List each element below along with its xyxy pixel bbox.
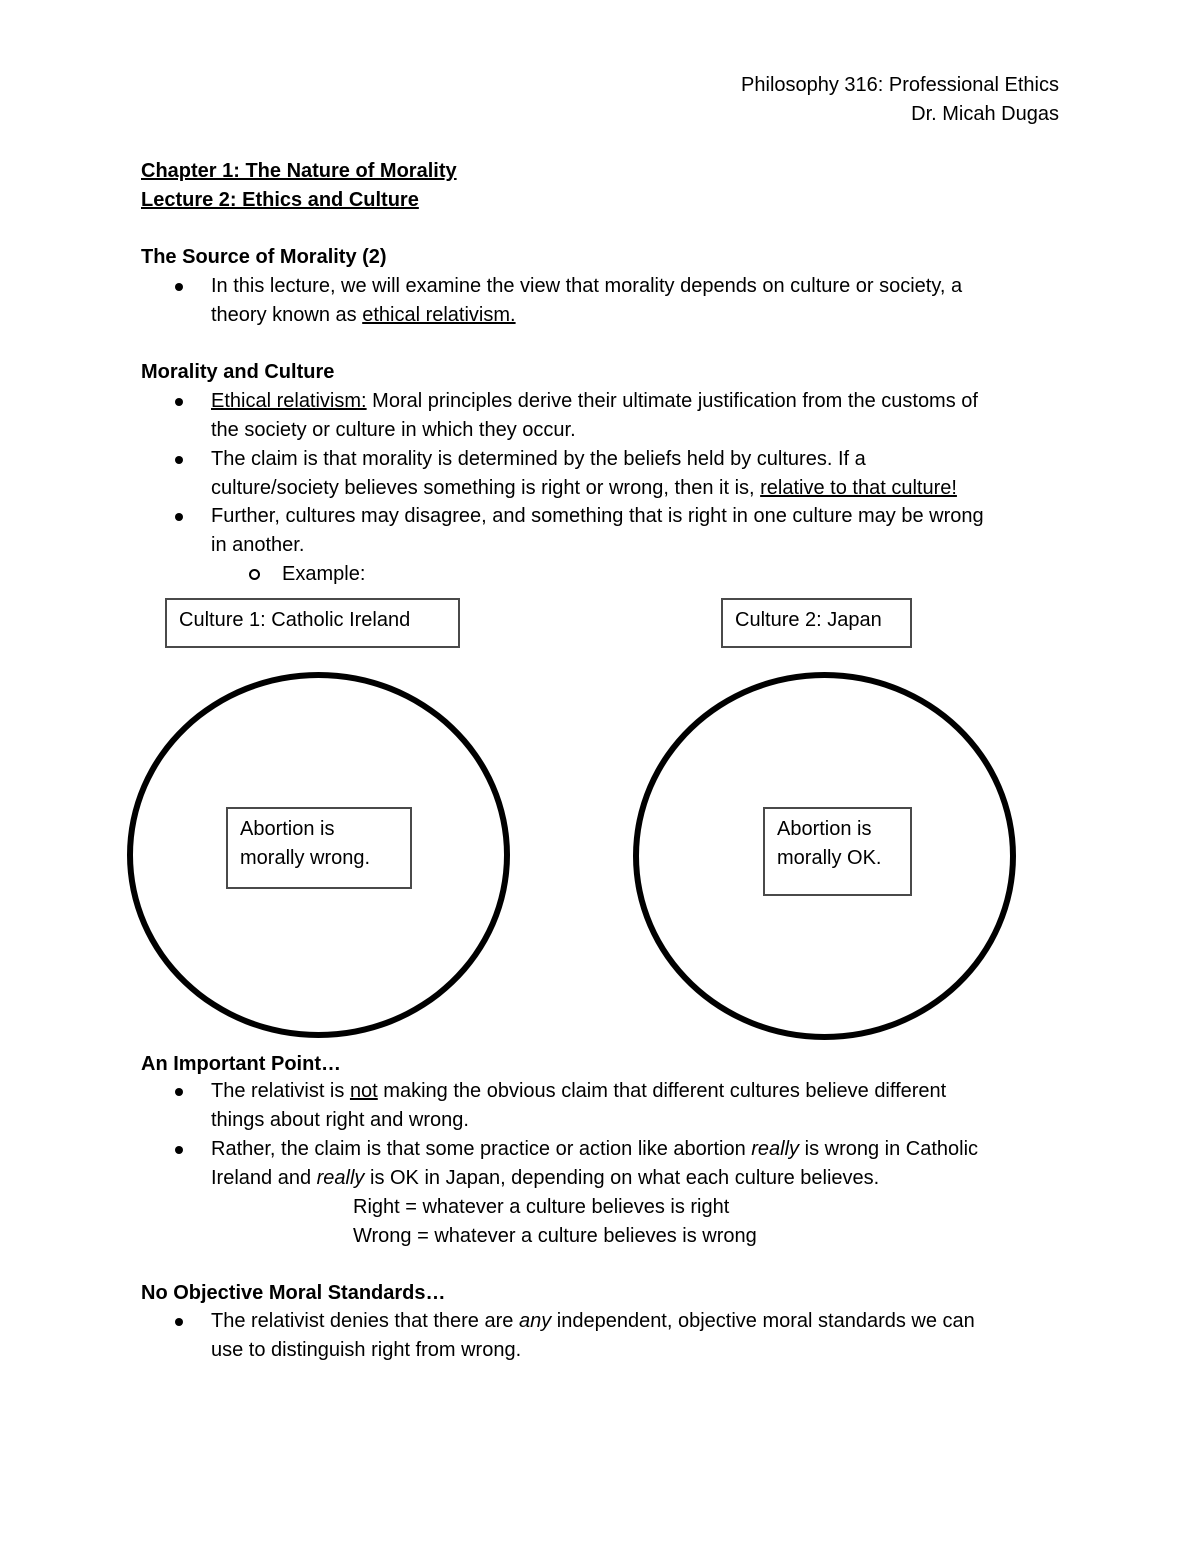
text-span: Moral principles derive their ultimate justification from the customs of bbox=[366, 390, 978, 412]
instructor-name: Dr. Micah Dugas bbox=[911, 103, 1059, 125]
course-title: Philosophy 316: Professional Ethics bbox=[741, 74, 1059, 96]
section-heading-important: An Important Point… bbox=[141, 1053, 341, 1075]
definition-right: Right = whatever a culture believes is right bbox=[353, 1196, 730, 1218]
bullet-text-continued bbox=[211, 301, 516, 330]
culture1-label-box bbox=[165, 598, 460, 648]
chapter-title: Chapter 1: The Nature of Morality bbox=[141, 160, 457, 182]
text-span: The relativist is bbox=[211, 1080, 350, 1102]
bullet-text: The claim is that morality is determined by the beliefs held by cultures. If a bbox=[211, 448, 866, 470]
bullet-text-continued: in another. bbox=[211, 534, 305, 556]
sub-bullet-icon bbox=[249, 569, 260, 580]
culture1-label: Culture 1: Catholic Ireland bbox=[179, 609, 411, 631]
text-span: making the obvious claim that different cultures believe different bbox=[377, 1080, 947, 1102]
culture2-label: Culture 2: Japan bbox=[735, 609, 882, 631]
bullet-text bbox=[211, 1135, 978, 1164]
bullet-text bbox=[211, 1307, 975, 1336]
belief-line: morally wrong. bbox=[240, 847, 371, 869]
text-span: is wrong in Catholic bbox=[799, 1138, 979, 1160]
term-relative: relative to that culture! bbox=[760, 477, 957, 499]
culture1-belief-box bbox=[226, 807, 412, 889]
belief-line: Abortion is bbox=[777, 818, 872, 840]
text-span: The relativist denies that there are bbox=[211, 1310, 519, 1332]
definition-wrong: Wrong = whatever a culture believes is wrong bbox=[353, 1225, 757, 1247]
text-span: Rather, the claim is that some practice or action like abortion bbox=[211, 1138, 752, 1160]
section-heading-culture: Morality and Culture bbox=[141, 361, 335, 383]
bullet-icon bbox=[175, 456, 183, 464]
bullet-text bbox=[211, 387, 978, 416]
text-span: Ireland and bbox=[211, 1167, 317, 1189]
term-really: really bbox=[316, 1167, 365, 1189]
belief-line: morally OK. bbox=[777, 847, 882, 869]
bullet-text bbox=[211, 1077, 946, 1106]
sub-bullet-text: Example: bbox=[282, 563, 366, 585]
text-span: theory known as bbox=[211, 304, 363, 326]
bullet-text-continued: things about right and wrong. bbox=[211, 1109, 469, 1131]
bullet-icon bbox=[175, 513, 183, 521]
term-really: really bbox=[751, 1138, 800, 1160]
section-heading-source: The Source of Morality (2) bbox=[141, 246, 387, 268]
text-span: independent, objective moral standards we can bbox=[551, 1310, 975, 1332]
bullet-text-continued: the society or culture in which they occur. bbox=[211, 419, 576, 441]
culture2-label-box bbox=[721, 598, 912, 648]
bullet-text: Further, cultures may disagree, and something that is right in one culture may be wrong bbox=[211, 505, 984, 527]
term-any: any bbox=[518, 1310, 552, 1332]
term-ethical-relativism: ethical relativism. bbox=[362, 304, 516, 326]
term-not: not bbox=[349, 1080, 378, 1102]
belief-line: Abortion is bbox=[240, 818, 335, 840]
bullet-text: In this lecture, we will examine the view that morality depends on culture or society, a bbox=[211, 275, 963, 297]
bullet-icon bbox=[175, 1146, 183, 1154]
term-definition: Ethical relativism: bbox=[211, 390, 367, 412]
culture2-belief-box bbox=[763, 807, 912, 896]
bullet-text-continued bbox=[211, 474, 957, 503]
lecture-title: Lecture 2: Ethics and Culture bbox=[141, 189, 419, 211]
bullet-text-continued: use to distinguish right from wrong. bbox=[211, 1339, 522, 1361]
section-heading-objective: No Objective Moral Standards… bbox=[141, 1282, 446, 1304]
text-span: culture/society believes something is right or wrong, then it is, bbox=[211, 477, 761, 499]
bullet-icon bbox=[175, 1318, 183, 1326]
bullet-text-continued bbox=[211, 1164, 879, 1193]
text-span: is OK in Japan, depending on what each culture believes. bbox=[364, 1167, 880, 1189]
bullet-icon bbox=[175, 283, 183, 291]
bullet-icon bbox=[175, 1088, 183, 1096]
bullet-icon bbox=[175, 398, 183, 406]
